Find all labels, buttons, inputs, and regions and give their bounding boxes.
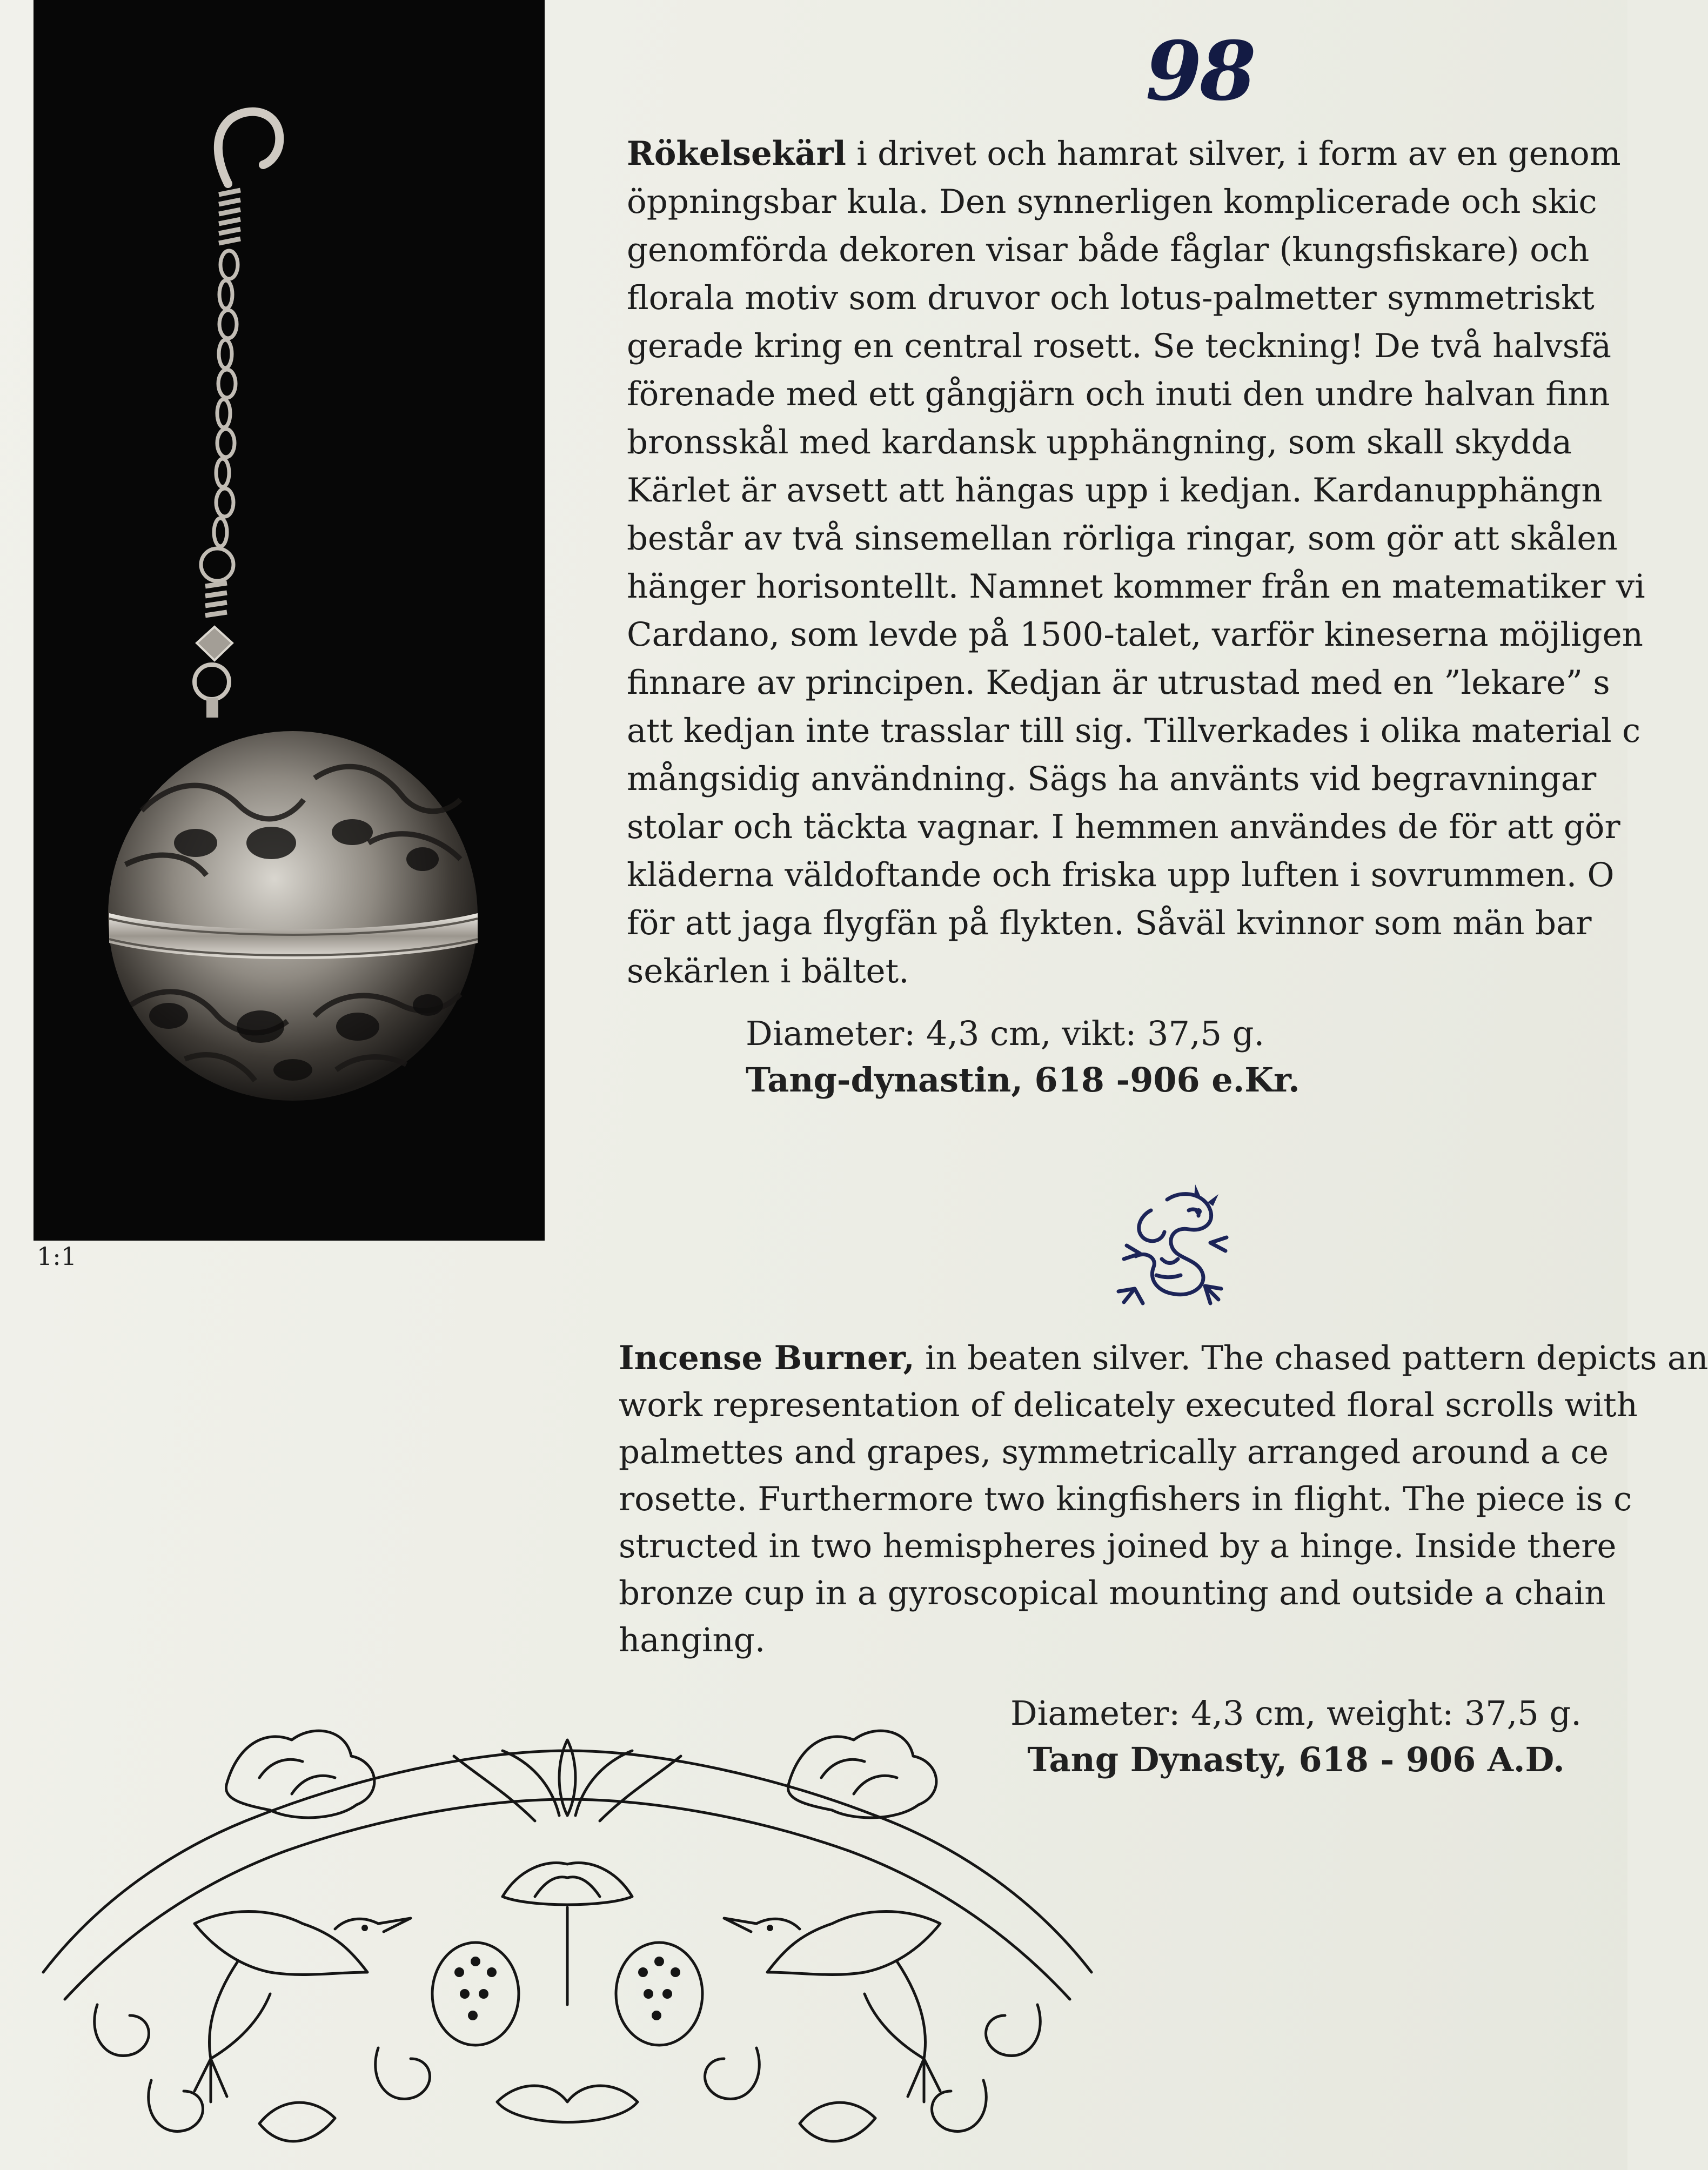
swedish-line: öppningsbar kula. Den synnerligen komplicerade och skic <box>627 183 1597 221</box>
swedish-lead: Rökelsekärl <box>627 135 846 173</box>
swedish-dynasty: Tang-dynastin, 618 -906 e.Kr. <box>746 1060 1300 1100</box>
english-dimensions: Diameter: 4,3 cm, weight: 37,5 g. <box>1010 1693 1582 1733</box>
swedish-meta <box>746 1010 1300 1103</box>
english-line: structed in two hemispheres joined by a hinge. Inside there <box>619 1527 1617 1565</box>
english-line: in beaten silver. The chased pattern depicts an <box>914 1339 1708 1377</box>
swedish-description <box>627 130 1645 995</box>
incense-burner-photo <box>34 0 545 1241</box>
swedish-line: bronsskål med kardansk upphängning, som skall skydda <box>627 423 1572 461</box>
swedish-line: gerade kring en central rosett. Se teckning! De två halvsfä <box>627 327 1611 365</box>
swedish-first-line <box>627 130 1645 178</box>
dragon-emblem-icon <box>1102 1178 1243 1318</box>
english-description <box>619 1335 1708 1664</box>
swedish-line: består av två sinsemellan rörliga ringar, som gör att skålen <box>627 519 1618 558</box>
english-lead: Incense Burner, <box>619 1339 915 1377</box>
english-line: hanging. <box>619 1621 766 1659</box>
swedish-line: florala motiv som druvor och lotus-palmetter symmetriskt <box>627 279 1595 317</box>
english-line: work representation of delicately executed floral scrolls with <box>619 1386 1638 1424</box>
swedish-line: finnare av principen. Kedjan är utrustad med en ”lekare” s <box>627 664 1610 702</box>
english-line: palmettes and grapes, symmetrically arranged around a ce <box>619 1433 1609 1471</box>
english-dynasty: Tang Dynasty, 618 - 906 A.D. <box>1027 1740 1565 1779</box>
swedish-line: genomförda dekoren visar både fåglar (kungsfiskare) och <box>627 231 1590 269</box>
swedish-line: kläderna väldoftande och friska upp luften i sovrummen. O <box>627 856 1615 894</box>
swedish-dimensions: Diameter: 4,3 cm, vikt: 37,5 g. <box>746 1014 1265 1053</box>
swedish-line: stolar och täckta vagnar. I hemmen användes de för att gör <box>627 808 1620 846</box>
swedish-line: förenade med ett gångjärn och inuti den undre halvan finn <box>627 375 1610 413</box>
page-number: 98 <box>1146 24 1254 119</box>
english-first-line <box>619 1335 1708 1382</box>
swedish-line: Cardano, som levde på 1500-talet, varför kineserna möjligen <box>627 615 1643 654</box>
swedish-line: att kedjan inte trasslar till sig. Tillverkades i olika material c <box>627 712 1641 750</box>
scale-label: 1:1 <box>37 1242 77 1271</box>
english-line: rosette. Furthermore two kingfishers in flight. The piece is c <box>619 1480 1632 1518</box>
swedish-line: i drivet och hamrat silver, i form av en genom <box>846 135 1621 173</box>
swedish-line: sekärlen i bältet. <box>627 952 909 990</box>
floral-kingfisher-drawing <box>32 1670 1102 2170</box>
english-line: bronze cup in a gyroscopical mounting and outside a chain <box>619 1574 1606 1612</box>
swedish-line: Kärlet är avsett att hängas upp i kedjan. Kardanupphängn <box>627 471 1603 510</box>
swedish-line: mångsidig användning. Sägs ha använts vid begravningar <box>627 760 1597 798</box>
swedish-line: hänger horisontellt. Namnet kommer från en matematiker vi <box>627 567 1645 606</box>
swedish-line: för att jaga flygfän på flykten. Såväl kvinnor som män bar <box>627 904 1592 942</box>
